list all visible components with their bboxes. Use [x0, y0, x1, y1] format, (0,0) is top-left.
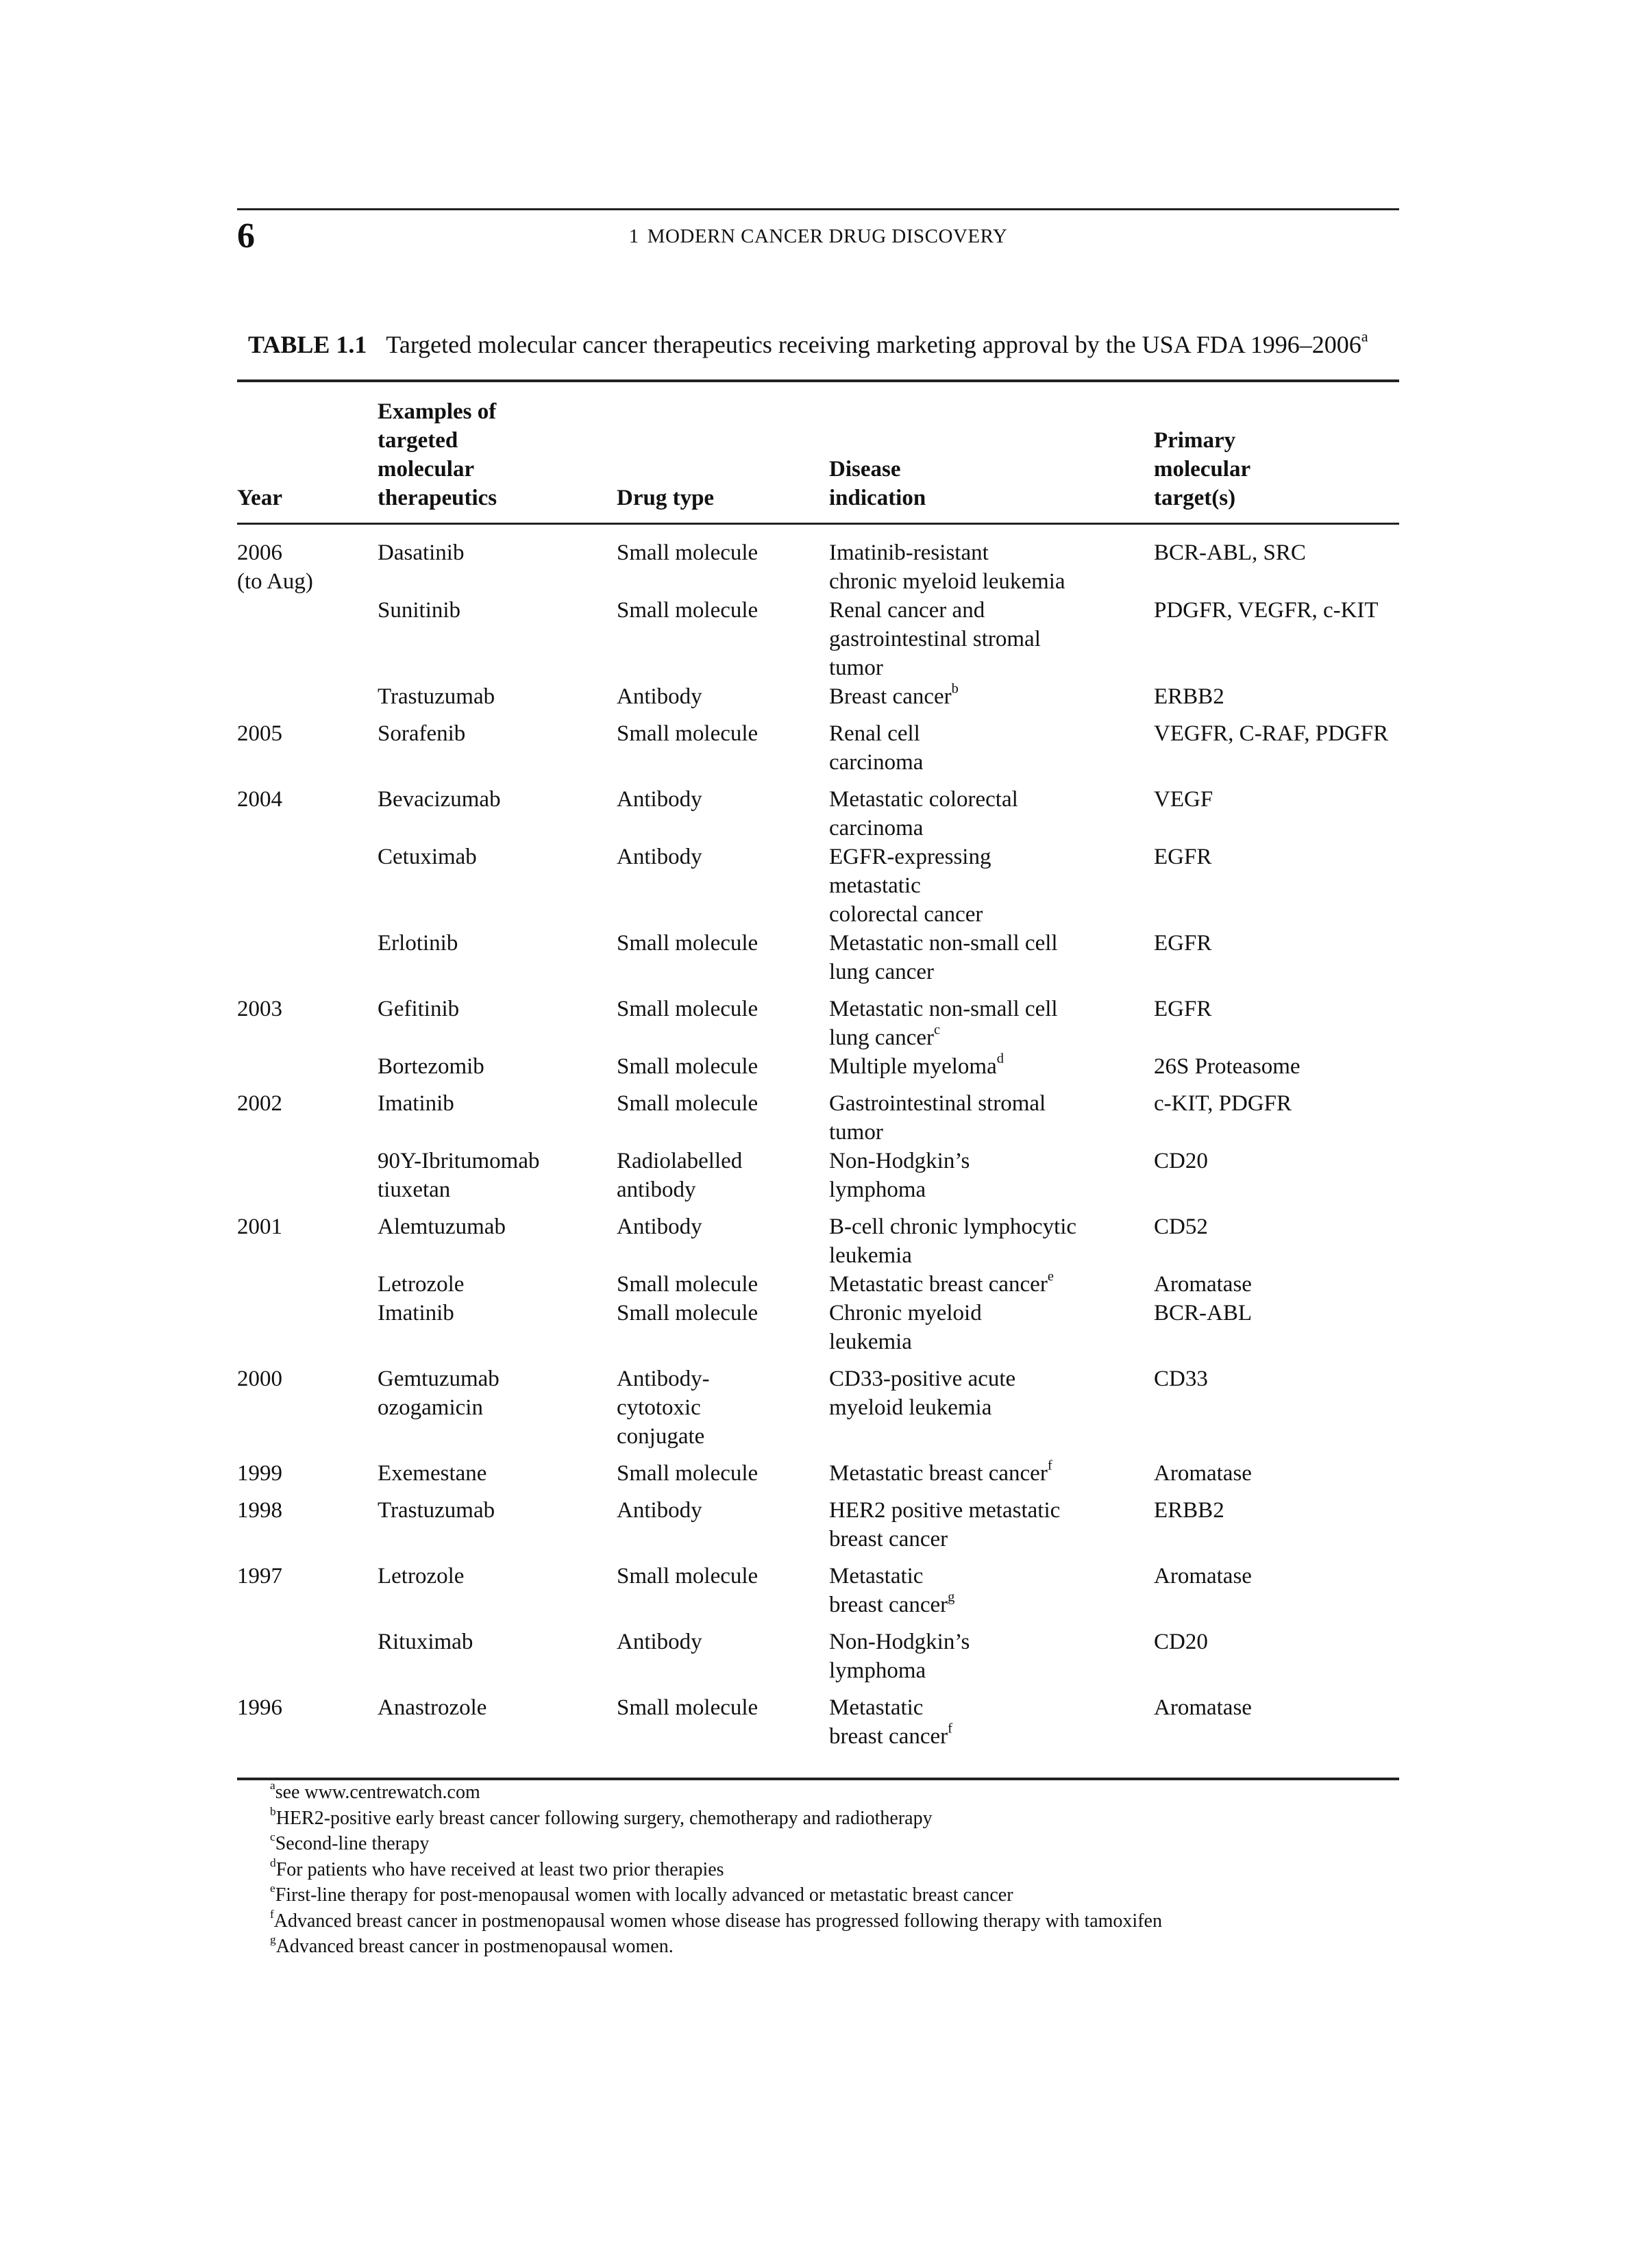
- drug-name-cell: Cetuximab: [378, 845, 477, 869]
- table-row: [237, 843, 1399, 929]
- indication-cell: [829, 1299, 1154, 1356]
- indication-text: EGFR-expressing metastatic colorectal cancer: [829, 845, 991, 927]
- year-cell: [237, 929, 378, 986]
- drug-type-cell: Small molecule: [617, 1564, 759, 1588]
- drug-type-cell: Small molecule: [617, 997, 759, 1021]
- target-cell: 26S Proteasome: [1154, 1054, 1300, 1079]
- header-molecular-target: Primary molecular target(s): [1154, 428, 1251, 510]
- footnote-mark: d: [996, 1051, 1004, 1067]
- header-drug-type: Drug type: [617, 486, 715, 510]
- table-caption: [248, 327, 1368, 359]
- indication-text: CD33-positive acute myeloid leukemia: [829, 1367, 1016, 1420]
- table-body: [237, 521, 1399, 1751]
- table-row: [237, 1299, 1399, 1356]
- year-cell: [237, 1299, 378, 1356]
- drug-name-cell: Exemestane: [378, 1461, 487, 1486]
- target-cell: CD20: [1154, 1630, 1208, 1654]
- table-row: [237, 711, 1399, 777]
- year-cell: [237, 843, 378, 929]
- year-cell: 2004: [237, 787, 282, 812]
- footnote-mark: f: [1047, 1458, 1052, 1473]
- drug-type-cell: Antibody: [617, 787, 702, 812]
- year-cell: [237, 1270, 378, 1299]
- target-cell: EGFR: [1154, 845, 1212, 869]
- indication-cell: [829, 711, 1154, 777]
- fda-approvals-table: [237, 384, 1399, 1751]
- header-disease-indication: Disease indication: [829, 457, 926, 510]
- drug-name-cell: Bortezomib: [378, 1054, 484, 1079]
- drug-type-cell: Small molecule: [617, 1272, 759, 1297]
- indication-text: Multiple myeloma: [829, 1054, 997, 1079]
- indication-cell: [829, 1619, 1154, 1685]
- drug-name-cell: Letrozole: [378, 1272, 465, 1297]
- drug-name-cell: Letrozole: [378, 1564, 465, 1588]
- year-cell: [237, 1147, 378, 1204]
- year-cell: [237, 1619, 378, 1685]
- year-cell: 2006 (to Aug): [237, 540, 313, 594]
- indication-cell: [829, 1554, 1154, 1619]
- drug-type-cell: Antibody: [617, 1214, 702, 1239]
- header-year: Year: [237, 486, 282, 510]
- footnote-text: Advanced breast cancer in postmenopausal women.: [275, 1936, 674, 1957]
- footnote-mark: g: [270, 1932, 276, 1946]
- target-cell: Aromatase: [1154, 1272, 1252, 1297]
- table-label: TABLE 1.1: [248, 331, 367, 358]
- target-cell: PDGFR, VEGFR, c-KIT: [1154, 598, 1379, 623]
- footnote-mark: g: [948, 1589, 955, 1605]
- drug-type-cell: Antibody- cytotoxic conjugate: [617, 1367, 710, 1449]
- table-row: [237, 1356, 1399, 1451]
- footnote-mark: b: [270, 1804, 276, 1818]
- indication-cell: [829, 1204, 1154, 1270]
- target-cell: EGFR: [1154, 931, 1212, 956]
- drug-name-cell: Imatinib: [378, 1091, 454, 1116]
- target-cell: BCR-ABL, SRC: [1154, 540, 1306, 565]
- footnote-mark: e: [1047, 1269, 1054, 1284]
- target-cell: EGFR: [1154, 997, 1212, 1021]
- footnote-text: see www.centrewatch.com: [275, 1782, 480, 1803]
- running-title: MODERN CANCER DRUG DISCOVERY: [647, 225, 1008, 247]
- year-cell: 1999: [237, 1461, 282, 1486]
- footnote-mark: f: [948, 1721, 952, 1736]
- target-cell: CD52: [1154, 1214, 1208, 1239]
- indication-cell: [829, 777, 1154, 843]
- table-row: [237, 1081, 1399, 1147]
- drug-name-cell: Alemtuzumab: [378, 1214, 506, 1239]
- target-cell: CD33: [1154, 1367, 1208, 1391]
- target-cell: VEGF: [1154, 787, 1213, 812]
- footnote-mark: d: [270, 1856, 276, 1869]
- footnote: [270, 1934, 1162, 1960]
- table-row: [237, 1554, 1399, 1619]
- table-row: [237, 929, 1399, 986]
- indication-cell: [829, 521, 1154, 596]
- drug-name-cell: Sunitinib: [378, 598, 461, 623]
- indication-cell: [829, 843, 1154, 929]
- year-cell: 2005: [237, 721, 282, 746]
- drug-type-cell: Small molecule: [617, 1091, 759, 1116]
- indication-text: Metastatic non-small cell lung cancer: [829, 931, 1058, 984]
- drug-type-cell: Antibody: [617, 1498, 702, 1523]
- indication-text: Metastatic breast cancer: [829, 1695, 948, 1749]
- indication-cell: [829, 1356, 1154, 1451]
- footnote-text: For patients who have received at least two prior therapies: [275, 1858, 724, 1880]
- drug-name-cell: Erlotinib: [378, 931, 458, 956]
- indication-text: Chronic myeloid leukemia: [829, 1301, 982, 1354]
- drug-name-cell: Sorafenib: [378, 721, 466, 746]
- year-cell: 1997: [237, 1564, 282, 1588]
- table-row: [237, 1270, 1399, 1299]
- footnote-text: First-line therapy for post-menopausal women with locally advanced or metastatic breast cancer: [275, 1884, 1013, 1906]
- indication-text: Metastatic breast cancer: [829, 1272, 1048, 1297]
- page-number: 6: [237, 216, 255, 256]
- footnote: [270, 1908, 1162, 1934]
- year-cell: [237, 596, 378, 682]
- footnote: [270, 1831, 1162, 1857]
- table-header-row: [237, 384, 1399, 521]
- header-therapeutics: Examples of targeted molecular therapeutics: [378, 399, 497, 510]
- drug-type-cell: Small molecule: [617, 931, 759, 956]
- indication-cell: [829, 1451, 1154, 1488]
- drug-name-cell: 90Y-Ibritumomab tiuxetan: [378, 1149, 540, 1202]
- page-header: [237, 208, 1399, 256]
- table-row: [237, 986, 1399, 1052]
- table-top-rule: [237, 379, 1399, 382]
- year-cell: 2001: [237, 1214, 282, 1239]
- year-cell: 1996: [237, 1695, 282, 1720]
- indication-text: Gastrointestinal stromal tumor: [829, 1091, 1046, 1145]
- drug-type-cell: Small molecule: [617, 1054, 759, 1079]
- table-row: [237, 1619, 1399, 1685]
- indication-text: Renal cell carcinoma: [829, 721, 924, 775]
- target-cell: VEGFR, C-RAF, PDGFR: [1154, 721, 1389, 746]
- drug-type-cell: Radiolabelled antibody: [617, 1149, 743, 1202]
- table-row: [237, 682, 1399, 711]
- year-cell: [237, 1052, 378, 1081]
- drug-type-cell: Small molecule: [617, 1461, 759, 1486]
- table-row: [237, 777, 1399, 843]
- caption-text: Targeted molecular cancer therapeutics receiving marketing approval by the USA FDA 1996–2006: [386, 331, 1361, 358]
- chapter-number: 1: [628, 225, 639, 247]
- year-cell: [237, 682, 378, 711]
- footnote-mark: e: [270, 1881, 275, 1895]
- target-cell: Aromatase: [1154, 1695, 1252, 1720]
- indication-text: Breast cancer: [829, 684, 952, 709]
- table-row: [237, 1685, 1399, 1751]
- indication-text: Metastatic colorectal carcinoma: [829, 787, 1018, 840]
- indication-cell: [829, 986, 1154, 1052]
- drug-type-cell: Small molecule: [617, 1301, 759, 1325]
- footnote-text: HER2-positive early breast cancer following surgery, chemotherapy and radiotherapy: [275, 1807, 933, 1829]
- indication-cell: [829, 1685, 1154, 1751]
- drug-name-cell: Trastuzumab: [378, 1498, 495, 1523]
- drug-type-cell: Small molecule: [617, 598, 759, 623]
- indication-cell: [829, 1052, 1154, 1081]
- table-row: [237, 521, 1399, 596]
- indication-text: Imatinib-resistant chronic myeloid leukemia: [829, 540, 1065, 594]
- indication-text: Metastatic breast cancer: [829, 1461, 1048, 1486]
- footnote: [270, 1780, 1162, 1806]
- caption-footnote-mark: a: [1361, 327, 1368, 345]
- drug-name-cell: Bevacizumab: [378, 787, 501, 812]
- year-cell: 2002: [237, 1091, 282, 1116]
- footnote-mark: b: [951, 681, 959, 697]
- indication-text: Renal cancer and gastrointestinal stromal tumor: [829, 598, 1041, 680]
- target-cell: c-KIT, PDGFR: [1154, 1091, 1292, 1116]
- indication-text: Metastatic breast cancer: [829, 1564, 948, 1617]
- footnote: [270, 1882, 1162, 1908]
- running-head: [237, 225, 1399, 248]
- drug-name-cell: Anastrozole: [378, 1695, 487, 1720]
- indication-cell: [829, 1488, 1154, 1554]
- indication-cell: [829, 682, 1154, 711]
- drug-type-cell: Small molecule: [617, 721, 759, 746]
- year-cell: 2000: [237, 1367, 282, 1391]
- footnote-text: Second-line therapy: [275, 1833, 430, 1854]
- drug-type-cell: Small molecule: [617, 540, 759, 565]
- indication-text: Metastatic non-small cell lung cancer: [829, 997, 1058, 1050]
- table-row: [237, 1147, 1399, 1204]
- indication-text: B-cell chronic lymphocytic leukemia: [829, 1214, 1077, 1268]
- drug-type-cell: Antibody: [617, 1630, 702, 1654]
- indication-text: Non-Hodgkin’s lymphoma: [829, 1149, 970, 1202]
- year-cell: 2003: [237, 997, 282, 1021]
- drug-type-cell: Antibody: [617, 684, 702, 709]
- table-row: [237, 1204, 1399, 1270]
- indication-cell: [829, 929, 1154, 986]
- indication-text: Non-Hodgkin’s lymphoma: [829, 1630, 970, 1683]
- footnote-mark: f: [270, 1907, 274, 1921]
- target-cell: Aromatase: [1154, 1564, 1252, 1588]
- table-row: [237, 1451, 1399, 1488]
- table-footnotes: [270, 1780, 1162, 1960]
- footnote-text: Advanced breast cancer in postmenopausal women whose disease has progressed following therapy with tamoxifen: [273, 1910, 1162, 1932]
- drug-type-cell: Small molecule: [617, 1695, 759, 1720]
- year-cell: 1998: [237, 1498, 282, 1523]
- indication-cell: [829, 1081, 1154, 1147]
- drug-type-cell: Antibody: [617, 845, 702, 869]
- indication-text: HER2 positive metastatic breast cancer: [829, 1498, 1061, 1552]
- drug-name-cell: Trastuzumab: [378, 684, 495, 709]
- footnote-mark: c: [934, 1022, 941, 1038]
- table-row: [237, 1488, 1399, 1554]
- footnote: [270, 1857, 1162, 1883]
- footnote: [270, 1806, 1162, 1832]
- drug-name-cell: Gemtuzumab ozogamicin: [378, 1367, 500, 1420]
- drug-name-cell: Gefitinib: [378, 997, 460, 1021]
- target-cell: ERBB2: [1154, 684, 1224, 709]
- drug-name-cell: Rituximab: [378, 1630, 473, 1654]
- footnote-mark: a: [270, 1778, 275, 1792]
- indication-cell: [829, 596, 1154, 682]
- drug-name-cell: Imatinib: [378, 1301, 454, 1325]
- target-cell: BCR-ABL: [1154, 1301, 1253, 1325]
- indication-cell: [829, 1147, 1154, 1204]
- table-row: [237, 1052, 1399, 1081]
- target-cell: ERBB2: [1154, 1498, 1224, 1523]
- target-cell: CD20: [1154, 1149, 1208, 1173]
- indication-cell: [829, 1270, 1154, 1299]
- target-cell: Aromatase: [1154, 1461, 1252, 1486]
- footnote-mark: c: [270, 1830, 275, 1843]
- table-row: [237, 596, 1399, 682]
- drug-name-cell: Dasatinib: [378, 540, 465, 565]
